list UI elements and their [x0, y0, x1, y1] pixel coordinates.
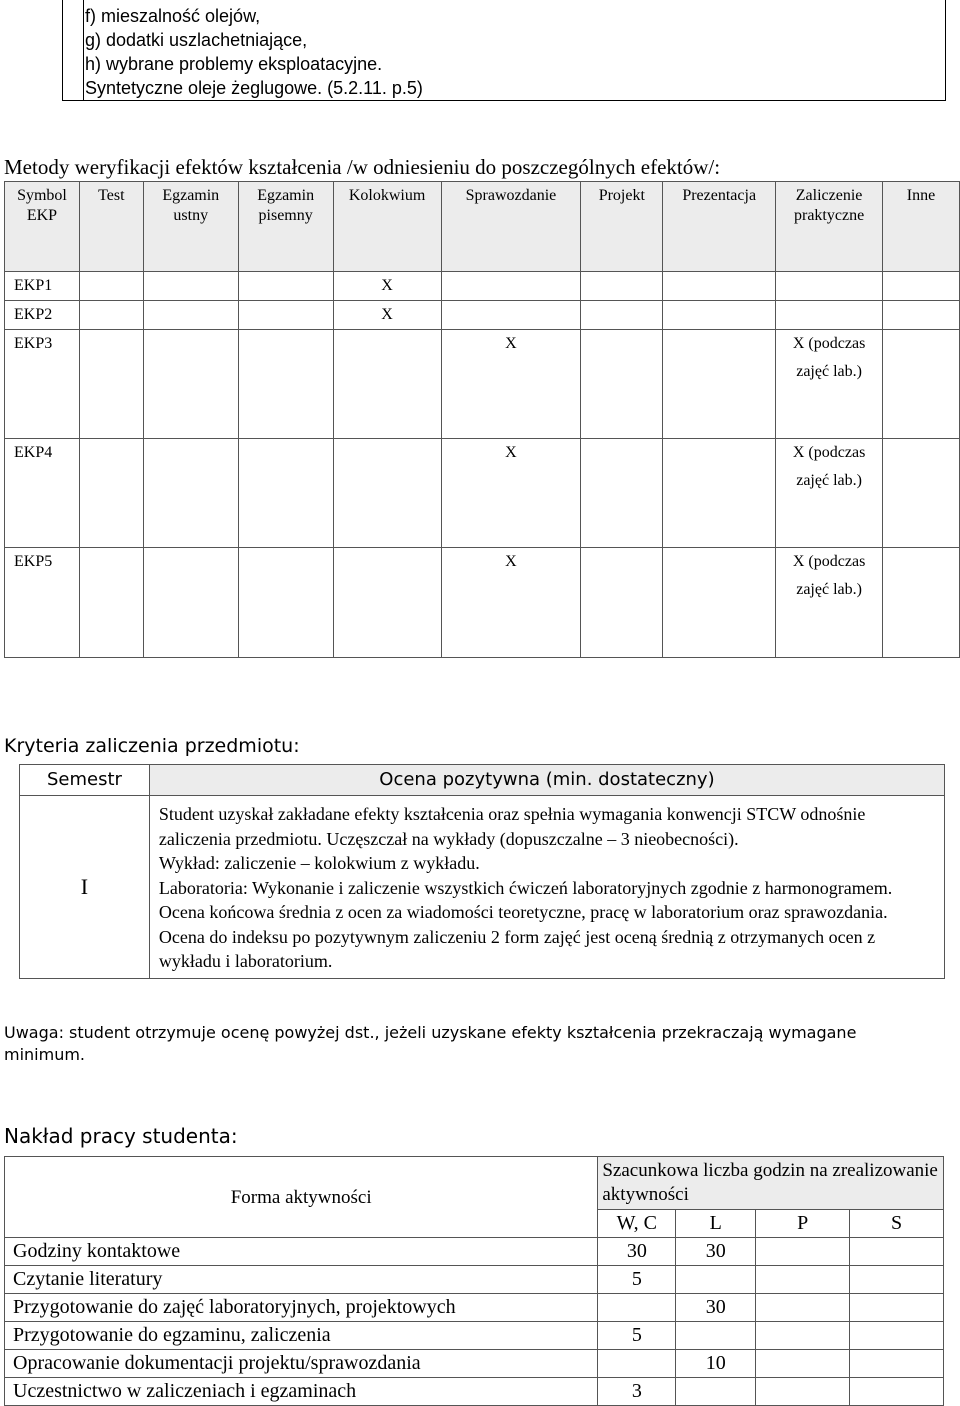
- table-row: [5, 1378, 944, 1406]
- row-symbol: EKP4: [5, 439, 80, 548]
- topic-list: [85, 4, 423, 100]
- hours-wc: 3: [598, 1378, 676, 1406]
- table-row: [5, 548, 960, 658]
- table-row: [5, 439, 960, 548]
- topic-box-strip: [63, 0, 84, 100]
- criteria-note: Uwaga: student otrzymuje ocenę powyżej dst., jeżeli uzyskane efekty kształcenia przekraczają wymagane minimum.: [4, 1023, 857, 1064]
- cell-zaliczenie: X (podczas zajęć lab.): [776, 548, 883, 658]
- criteria-header-row: [20, 765, 945, 796]
- criteria-text: [149, 796, 944, 979]
- table-row: [5, 330, 960, 439]
- header-egzamin-ustny: Egzamin ustny: [143, 182, 238, 272]
- workload-title: Nakład pracy studenta:: [4, 1124, 238, 1148]
- table-row: [5, 1350, 944, 1378]
- cell-kolokwium: X: [333, 301, 441, 330]
- hours-s: [850, 1266, 944, 1294]
- hours-p: [756, 1266, 850, 1294]
- hours-s: [850, 1378, 944, 1406]
- header-ocena: Ocena pozytywna (min. dostateczny): [149, 765, 944, 796]
- activity-label: Przygotowanie do zajęć laboratoryjnych, projektowych: [5, 1294, 598, 1322]
- table-row: [5, 1266, 944, 1294]
- criteria-paragraph: Ocena do indeksu po pozytywnym zaliczeniu 2 form zajęć jest oceną średnią z otrzymanych ocen z wykładu i laboratorium.: [158, 926, 876, 971]
- cell-sprawozdanie: X: [441, 330, 581, 439]
- cell-sprawozdanie: X: [441, 439, 581, 548]
- header-inne: Inne: [883, 182, 960, 272]
- hours-p: [756, 1294, 850, 1322]
- cell-sprawozdanie: [441, 301, 581, 330]
- row-symbol: EKP2: [5, 301, 80, 330]
- topic-box: [62, 0, 946, 101]
- hours-s: [850, 1294, 944, 1322]
- table-row: [5, 272, 960, 301]
- subheader-wc: W, C: [598, 1210, 676, 1238]
- header-prezentacja: Prezentacja: [663, 182, 776, 272]
- topic-line: g) dodatki uszlachetniające,: [85, 30, 308, 50]
- activity-label: Czytanie literatury: [5, 1266, 598, 1294]
- hours-p: [756, 1322, 850, 1350]
- methods-title: Metody weryfikacji efektów kształcenia /w odniesieniu do poszczególnych efektów/:: [4, 155, 721, 179]
- subheader-p: P: [756, 1210, 850, 1238]
- criteria-title: Kryteria zaliczenia przedmiotu:: [4, 735, 300, 757]
- topic-line: h) wybrane problemy eksploatacyjne.: [85, 54, 383, 74]
- header-semestr: Semestr: [20, 765, 150, 796]
- header-projekt: Projekt: [581, 182, 663, 272]
- workload-header-row: [5, 1157, 944, 1210]
- hours-p: [756, 1238, 850, 1266]
- header-test: Test: [79, 182, 143, 272]
- activity-label: Opracowanie dokumentacji projektu/sprawozdania: [5, 1350, 598, 1378]
- hours-p: [756, 1350, 850, 1378]
- semestr-value: I: [20, 796, 150, 979]
- row-symbol: EKP5: [5, 548, 80, 658]
- hours-wc: 5: [598, 1322, 676, 1350]
- row-symbol: EKP3: [5, 330, 80, 439]
- criteria-table: [19, 764, 945, 979]
- methods-table: [4, 181, 960, 658]
- cell-zaliczenie: [776, 272, 883, 301]
- header-hours: Szacunkowa liczba godzin na zrealizowanie aktywności: [598, 1157, 944, 1210]
- hours-l: 30: [676, 1294, 756, 1322]
- table-row: [5, 301, 960, 330]
- header-symbol: Symbol EKP: [5, 182, 80, 272]
- hours-wc: [598, 1294, 676, 1322]
- hours-s: [850, 1238, 944, 1266]
- cell-kolokwium: [333, 330, 441, 439]
- hours-wc: [598, 1350, 676, 1378]
- table-row: [5, 1238, 944, 1266]
- hours-l: 30: [676, 1238, 756, 1266]
- row-symbol: EKP1: [5, 272, 80, 301]
- hours-l: [676, 1322, 756, 1350]
- header-forma: Forma aktywności: [5, 1157, 598, 1238]
- subheader-s: S: [850, 1210, 944, 1238]
- activity-label: Uczestnictwo w zaliczeniach i egzaminach: [5, 1378, 598, 1406]
- criteria-paragraph: Laboratoria: Wykonanie i zaliczenie wszystkich ćwiczeń laboratoryjnych zgodnie z harmonogramem. Ocena końcowa średnia z ocen za wiadomości teoretyczne, pracę w laboratorium oraz sprawozdania.: [158, 877, 893, 922]
- table-row: [5, 1294, 944, 1322]
- subheader-l: L: [676, 1210, 756, 1238]
- cell-zaliczenie: [776, 301, 883, 330]
- cell-kolokwium: [333, 439, 441, 548]
- header-kolokwium: Kolokwium: [333, 182, 441, 272]
- cell-sprawozdanie: X: [441, 548, 581, 658]
- topic-line: f) mieszalność olejów,: [85, 6, 261, 26]
- header-sprawozdanie: Sprawozdanie: [441, 182, 581, 272]
- hours-s: [850, 1322, 944, 1350]
- hours-l: [676, 1378, 756, 1406]
- workload-table: [4, 1156, 944, 1406]
- activity-label: Godziny kontaktowe: [5, 1238, 598, 1266]
- hours-wc: 30: [598, 1238, 676, 1266]
- criteria-paragraph: Student uzyskał zakładane efekty kształcenia oraz spełnia wymagania konwencji STCW odnośnie zaliczenia przedmiotu. Uczęszczał na wykłady (dopuszczalne – 3 nieobecności).: [158, 804, 866, 849]
- methods-header-row: [5, 182, 960, 272]
- cell-zaliczenie: X (podczas zajęć lab.): [776, 330, 883, 439]
- cell-sprawozdanie: [441, 272, 581, 301]
- hours-wc: 5: [598, 1266, 676, 1294]
- hours-l: [676, 1266, 756, 1294]
- cell-kolokwium: [333, 548, 441, 658]
- hours-s: [850, 1350, 944, 1378]
- activity-label: Przygotowanie do egzaminu, zaliczenia: [5, 1322, 598, 1350]
- cell-kolokwium: X: [333, 272, 441, 301]
- topic-line: Syntetyczne oleje żeglugowe. (5.2.11. p.5): [85, 78, 423, 98]
- cell-zaliczenie: X (podczas zajęć lab.): [776, 439, 883, 548]
- hours-l: 10: [676, 1350, 756, 1378]
- table-row: [5, 1322, 944, 1350]
- criteria-row: [20, 796, 945, 979]
- header-egzamin-pisemny: Egzamin pisemny: [238, 182, 333, 272]
- hours-p: [756, 1378, 850, 1406]
- header-zaliczenie: Zaliczenie praktyczne: [776, 182, 883, 272]
- criteria-paragraph: Wykład: zaliczenie – kolokwium z wykładu.: [158, 853, 480, 873]
